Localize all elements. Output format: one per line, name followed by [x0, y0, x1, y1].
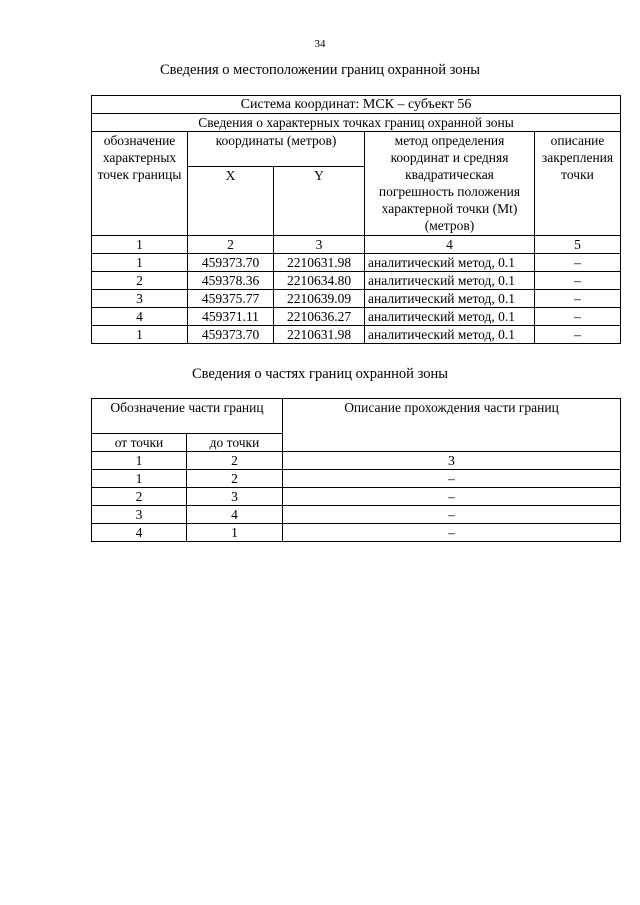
description-cell: –: [535, 290, 621, 308]
x-cell: 459375.77: [188, 290, 274, 308]
col-number: 2: [187, 452, 283, 470]
to-cell: 2: [187, 470, 283, 488]
page-title: Сведения о местоположении границ охранной зоны: [159, 62, 480, 78]
coords-number-row: [92, 236, 621, 254]
col-header-from: от точки: [92, 434, 187, 452]
coords-points-header-row: [92, 114, 621, 132]
coordinate-system-header: Система координат: МСК – субъект 56: [92, 96, 621, 114]
table-row: [92, 488, 621, 506]
table-row: [92, 326, 621, 344]
table-row: [92, 470, 621, 488]
page-number: 34: [314, 38, 326, 50]
col-number: 2: [188, 236, 274, 254]
method-cell: аналитический метод, 0.1: [365, 272, 535, 290]
method-cell: аналитический метод, 0.1: [365, 308, 535, 326]
method-cell: аналитический метод, 0.1: [365, 290, 535, 308]
x-cell: 459373.70: [188, 326, 274, 344]
point-cell: 3: [92, 290, 188, 308]
col-number: 3: [283, 452, 621, 470]
from-cell: 2: [92, 488, 187, 506]
point-cell: 1: [92, 326, 188, 344]
description-cell: –: [535, 326, 621, 344]
description-cell: –: [535, 272, 621, 290]
x-cell: 459378.36: [188, 272, 274, 290]
y-cell: 2210636.27: [274, 308, 365, 326]
table-row: [92, 272, 621, 290]
to-cell: 1: [187, 524, 283, 542]
boundary-parts-table: [91, 398, 621, 542]
col-number: 5: [535, 236, 621, 254]
parts-title: Сведения о частях границ охранной зоны: [192, 366, 448, 382]
col-header-x: X: [188, 167, 274, 236]
coords-system-row: [92, 96, 621, 114]
col-number: 3: [274, 236, 365, 254]
col-header-part-designation: Обозначение части границ: [92, 399, 283, 434]
col-header-designation: обозначение характерных точек границы: [92, 132, 188, 236]
from-cell: 3: [92, 506, 187, 524]
description-cell: –: [535, 254, 621, 272]
table-row: [92, 308, 621, 326]
col-header-method: метод определения координат и средняя квадратическая погрешность положения характерной точки (Mt) (метров): [365, 132, 535, 236]
y-cell: 2210634.80: [274, 272, 365, 290]
table-row: [92, 524, 621, 542]
parts-header-row: [92, 399, 621, 434]
col-header-part-description: Описание прохождения части границ: [283, 399, 621, 452]
x-cell: 459373.70: [188, 254, 274, 272]
col-number: 1: [92, 236, 188, 254]
point-cell: 1: [92, 254, 188, 272]
to-cell: 3: [187, 488, 283, 506]
col-header-coords: координаты (метров): [188, 132, 365, 167]
table-row: [92, 254, 621, 272]
x-cell: 459371.11: [188, 308, 274, 326]
coordinates-table: [91, 95, 621, 344]
coords-column-header-row: [92, 132, 621, 167]
point-cell: 2: [92, 272, 188, 290]
col-header-y: Y: [274, 167, 365, 236]
from-cell: 4: [92, 524, 187, 542]
part-description-cell: –: [283, 506, 621, 524]
col-header-description: описание закрепления точки: [535, 132, 621, 236]
to-cell: 4: [187, 506, 283, 524]
part-description-cell: –: [283, 524, 621, 542]
parts-number-row: [92, 452, 621, 470]
method-cell: аналитический метод, 0.1: [365, 326, 535, 344]
table-row: [92, 290, 621, 308]
points-header: Сведения о характерных точках границ охранной зоны: [92, 114, 621, 132]
col-number: 4: [365, 236, 535, 254]
part-description-cell: –: [283, 488, 621, 506]
part-description-cell: –: [283, 470, 621, 488]
y-cell: 2210639.09: [274, 290, 365, 308]
point-cell: 4: [92, 308, 188, 326]
description-cell: –: [535, 308, 621, 326]
y-cell: 2210631.98: [274, 254, 365, 272]
col-header-to: до точки: [187, 434, 283, 452]
y-cell: 2210631.98: [274, 326, 365, 344]
table-row: [92, 506, 621, 524]
method-cell: аналитический метод, 0.1: [365, 254, 535, 272]
from-cell: 1: [92, 470, 187, 488]
col-number: 1: [92, 452, 187, 470]
